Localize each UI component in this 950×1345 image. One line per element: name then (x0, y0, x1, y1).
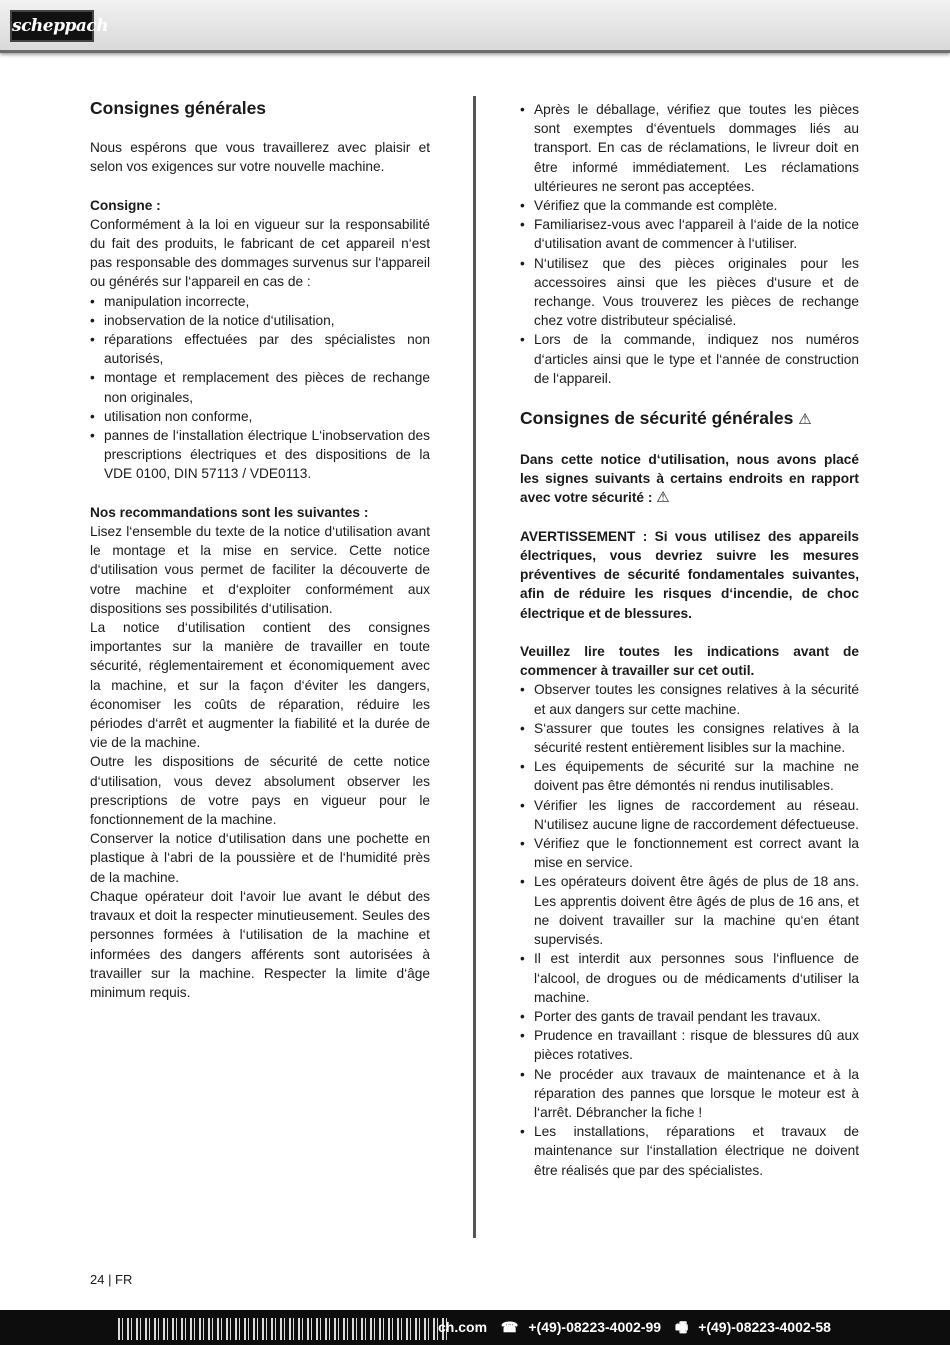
general-instructions-title: Consignes générales (90, 98, 267, 118)
list-item: • S‘assurer que toutes les consignes relatives à la sécurité restent entièrement lisibles sur la machine. (520, 719, 859, 757)
column-divider (473, 96, 476, 1238)
list-item: • réparations effectuées par des spécialistes non autorisés, (90, 330, 430, 368)
right-column (520, 100, 859, 1180)
page-number: 24 | FR (90, 1272, 133, 1287)
safety-intro (520, 450, 859, 508)
intro-paragraph: Nous espérons que vous travaillerez avec plaisir et selon vos exigences sur votre nouvelle machine. (90, 140, 430, 175)
scheppach-logo: scheppach (10, 10, 94, 42)
list-item: • Observer toutes les consignes relatives à la sécurité et aux dangers sur cette machine. (520, 680, 859, 718)
list-item: • Les installations, réparations et travaux de maintenance sur l‘installation électrique ne doivent être réalisés que par des spécialistes. (520, 1122, 859, 1180)
avertissement-paragraph: AVERTISSEMENT : Si vous utilisez des appareils électriques, vous devriez suivre les mesures préventives de sécurité fondamentales suivantes, afin de réduire les risques d‘incendie, de choc électrique et de blessures. (520, 528, 859, 621)
list-item: • montage et remplacement des pièces de rechange non originales, (90, 368, 430, 406)
read-all-instructions: Veuillez lire toutes les indications avant de commencer à travailler sur cet outil. (520, 644, 859, 679)
list-item: • N‘utilisez que des pièces originales pour les accessoires ainsi que les pièces d‘usure et de rechange. Vous trouverez les pièces de rechange chez votre distributeur spécialisé. (520, 254, 859, 331)
list-item: • inobservation de la notice d‘utilisation, (90, 311, 430, 330)
footer-contact (438, 1318, 841, 1336)
left-column (90, 96, 430, 1002)
recommendation-paragraph: Conserver la notice d‘utilisation dans une pochette en plastique à l‘abri de la poussière et de l‘humidité près de la machine. (90, 831, 430, 885)
list-item: • Les opérateurs doivent être âgés de plus de 18 ans. Les apprentis doivent être âgés de plus de 16 ans, et ne doivent travailler sur la machine qu‘en étant supervisés. (520, 872, 859, 949)
list-item: • Vérifier les lignes de raccordement au réseau. N‘utilisez aucune ligne de raccordement défectueuse. (520, 796, 859, 834)
list-item: • Familiarisez-vous avec l‘appareil à l‘aide de la notice d‘utilisation avant de commencer à l‘utiliser. (520, 215, 859, 253)
unpacking-list (520, 100, 859, 388)
list-item: • manipulation incorrecte, (90, 292, 430, 311)
phone-icon: ☎ (500, 1319, 519, 1335)
page-footer (0, 1310, 950, 1345)
list-item: • utilisation non conforme, (90, 407, 430, 426)
consigne-label: Consigne : (90, 197, 161, 213)
website-text: ch.com (438, 1319, 488, 1335)
list-item: • Vérifiez que la commande est complète. (520, 196, 859, 215)
consigne-list (90, 292, 430, 484)
page-header (0, 0, 950, 53)
list-item: • Ne procéder aux travaux de maintenance et à la réparation des pannes que lorsque le moteur est à l‘arrêt. Débrancher la fiche ! (520, 1065, 859, 1123)
list-item: • Lors de la commande, indiquez nos numéros d‘articles ainsi que le type et l‘année de construction de l‘appareil. (520, 330, 859, 388)
recommendations-label: Nos recommandations sont les suivantes : (90, 504, 369, 520)
consigne-text: Conformément à la loi en vigueur sur la responsabilité du fait des produits, le fabricant de cet appareil n‘est pas responsable des dommages survenus sur l‘appareil ou générés sur l‘appareil en cas de : (90, 216, 430, 290)
safety-intro-text: Dans cette notice d‘utilisation, nous avons placé les signes suivants à certains endroits en rapport avec votre sécurité : (520, 452, 859, 506)
list-item: • Vérifiez que le fonctionnement est correct avant la mise en service. (520, 834, 859, 872)
list-item: • Les équipements de sécurité sur la machine ne doivent pas être démontés ni rendus inutilisables. (520, 757, 859, 795)
list-item: • Prudence en travaillant : risque de blessures dû aux pièces rotatives. (520, 1026, 859, 1064)
safety-title-text: Consignes de sécurité générales (520, 408, 794, 429)
list-item: • Après le déballage, vérifiez que toutes les pièces sont exemptes d‘éventuels dommages liés au transport. En cas de réclamations, le livreur doit en être informé immédiatement. Les réclamations ultérieures ne seront pas acceptées. (520, 100, 859, 196)
phone-number: +(49)-08223-4002-99 (528, 1319, 662, 1335)
fax-icon: 🖷 (674, 1319, 689, 1335)
warning-triangle-icon: ⚠ (656, 489, 670, 507)
warning-triangle-icon: ⚠ (798, 411, 812, 429)
safety-list (520, 680, 859, 1179)
recommendation-paragraph: Outre les dispositions de sécurité de cette notice d‘utilisation, vous devez absolument observer les prescriptions de votre pays en vigueur pour le fonctionnement de la machine. (90, 754, 430, 828)
list-item: • pannes de l‘installation électrique L‘inobservation des prescriptions électriques et des dispositions de la VDE 0100, DIN 57113 / VDE0113. (90, 426, 430, 484)
recommendation-paragraph: Lisez l‘ensemble du texte de la notice d‘utilisation avant le montage et la mise en service. Cette notice d‘utilisation vous permet de faciliter la découverte de votre machine et d‘exploiter conformément aux dispositions ses possibilités d‘utilisation. (90, 524, 430, 616)
list-item: • Il est interdit aux personnes sous l‘influence de l‘alcool, de drogues ou de médicaments d‘utiliser la machine. (520, 949, 859, 1007)
barcode-graphic (118, 1318, 448, 1340)
fax-number: +(49)-08223-4002-58 (698, 1319, 831, 1335)
recommendation-paragraph: Chaque opérateur doit l‘avoir lue avant le début des travaux et doit la respecter minutieusement. Seules des personnes formées à l‘utilisation de la machine et informées des dangers afférents sont autorisées à travailler sur la machine. Respecter la limite d‘âge minimum requis. (90, 888, 430, 1000)
recommendation-paragraph: La notice d‘utilisation contient des consignes importantes sur la manière de travailler en toute sécurité, réglementairement et économiquement avec la machine, et sur la façon d‘éviter les dangers, économiser les coûts de réparation, réduire les périodes d‘arrêt et augmenter la fiabilité et la durée de vie de la machine. (90, 620, 430, 751)
list-item: • Porter des gants de travail pendant les travaux. (520, 1007, 859, 1026)
safety-title (520, 406, 859, 432)
